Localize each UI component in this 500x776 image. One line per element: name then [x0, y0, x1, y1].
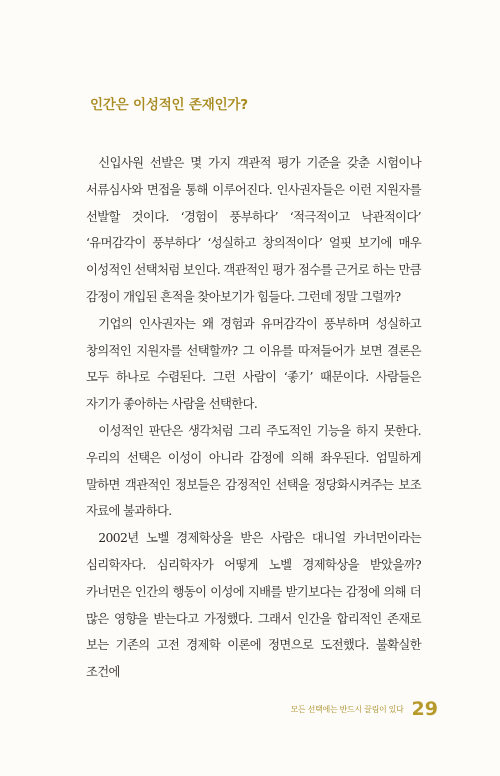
section-heading: 인간은 이성적인 존재인가? — [90, 97, 248, 113]
body-text — [86, 150, 421, 686]
page-footer — [291, 698, 438, 720]
page-number: 29 — [411, 698, 438, 720]
paragraph: 이성적인 판단은 생각처럼 그리 주도적인 기능을 하지 못한다. 우리의 선택은 이성이 아니라 감정에 의해 좌우된다. 엄밀하게 말하면 객관적인 정보들은 감정적인 선택을 정당화시켜주는 보조 자료에 불과하다. — [86, 423, 421, 519]
paragraph: 신입사원 선발은 몇 가지 객관적 평가 기준을 갖춘 시험이나 서류심사와 면접을 통해 이루어진다. 인사권자들은 이런 지원자를 선발할 것이다. ‘경험이 풍부하다’ ‘적극적이고 낙관적이다’ ‘유머감각이 풍부하다’ ‘성실하고 창의적이다’ 얼핏 보기에 매우 이성적인 선택처럼 보인다. 객관적인 평가 점수를 근거로 하는 만큼 감정이 개입된 흔적을 찾아보기가 힘들다. 그런데 정말 그럴까? — [86, 156, 421, 304]
running-title: 모든 선택에는 반드시 끌림이 있다 — [290, 704, 404, 714]
paragraph: 기업의 인사권자는 왜 경험과 유머감각이 풍부하며 성실하고 창의적인 지원자를 선택할까? 그 이유를 따져들어가 보면 결론은 모두 하나로 수렴된다. 그런 사람이 ‘좋기’ 때문이다. 사람들은 자기가 좋아하는 사람을 선택한다. — [86, 316, 421, 412]
paragraph: 2002년 노벨 경제학상을 받은 사람은 대니얼 카너먼이라는 심리학자다. 심리학자가 어떻게 노벨 경제학상을 받았을까? 카너먼은 인간의 행동이 이성에 지배를 받기보다는 감정에 의해 더 많은 영향을 받는다고 가정했다. 그래서 인간을 합리적인 존재로 보는 기존의 고전 경제학 이론에 정면으로 도전했다. 불확실한 조건에 — [86, 531, 421, 680]
